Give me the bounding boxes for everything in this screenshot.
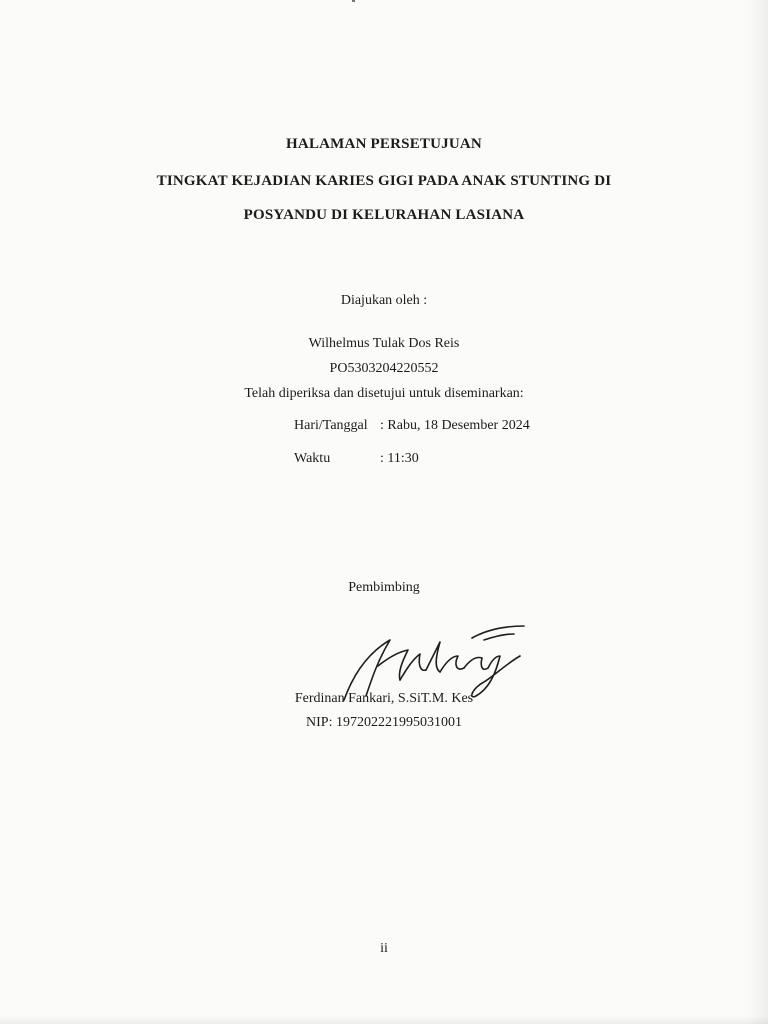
time-value: : 11:30: [380, 451, 419, 466]
supervisor-nip: NIP: 197202221995031001: [306, 715, 462, 730]
submitted-by-label: Diajukan oleh :: [340, 293, 428, 308]
scan-mark: [352, 0, 355, 2]
author-id: PO5303204220552: [329, 361, 439, 376]
page-heading: HALAMAN PERSETUJUAN: [286, 136, 482, 152]
page-number: ii: [380, 941, 388, 956]
time-label: Waktu: [294, 451, 331, 466]
page-edge-shadow: [746, 0, 768, 1024]
date-value: : Rabu, 18 Desember 2024: [380, 418, 530, 433]
supervisor-name: Ferdinan Fankari, S.SiT.M. Kes: [294, 691, 474, 706]
supervisor-role: Pembimbing: [348, 580, 420, 595]
thesis-title-line-1: TINGKAT KEJADIAN KARIES GIGI PADA ANAK STUNTING DI: [156, 173, 612, 189]
approval-statement: Telah diperiksa dan disetujui untuk diseminarkan:: [244, 386, 524, 401]
page-bottom-shadow: [0, 1016, 768, 1024]
date-label: Hari/Tanggal: [294, 418, 368, 433]
author-name: Wilhelmus Tulak Dos Reis: [308, 336, 460, 351]
thesis-title-line-2: POSYANDU DI KELURAHAN LASIANA: [243, 207, 525, 223]
